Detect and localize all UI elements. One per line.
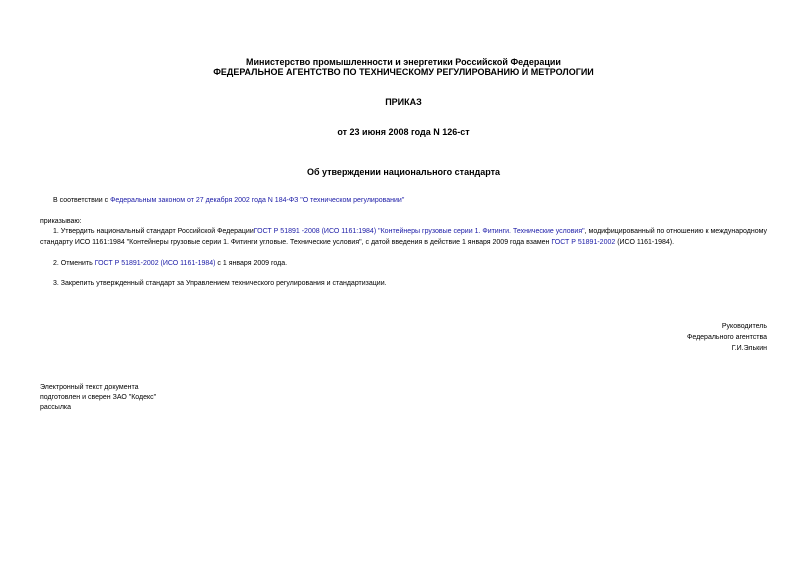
- signature-block: [687, 321, 767, 354]
- footer-note: [40, 383, 156, 413]
- gost-51891-2002-cancel-link[interactable]: ГОСТ Р 51891-2002 (ИСО 1161-1984): [94, 260, 216, 267]
- preamble-text: В соответствии с: [53, 197, 111, 204]
- agency-title: ФЕДЕРАЛЬНОЕ АГЕНТСТВО ПО ТЕХНИЧЕСКОМУ РЕГУЛИРОВАНИЮ И МЕТРОЛОГИИ: [213, 67, 594, 77]
- footer-line-1: Электронный текст документа: [40, 384, 139, 391]
- item-2-paragraph: [53, 259, 287, 269]
- signature-position: Руководитель: [721, 323, 767, 330]
- item-1-paragraph: [40, 227, 767, 248]
- document-subject: Об утверждении национального стандарта: [306, 167, 501, 177]
- signature-agency: Федерального агентства: [687, 334, 767, 341]
- item-1-middle: , модифицированный по отношению к международному стандарту ИСО 1161:1984 "Контейнеры грузовые серии 1. Фитинги угловые. Технические условия", с датой введения в действие 1 января 2009 года взамен: [40, 228, 767, 246]
- document-type: ПРИКАЗ: [385, 97, 422, 107]
- item-3-paragraph: 3. Закрепить утвержденный стандарт за Управлением технического регулирования и стандартизации.: [53, 280, 387, 287]
- footer-line-3: рассылка: [40, 404, 72, 411]
- item-1-prefix: 1. Утвердить национальный стандарт Российской Федерации: [53, 228, 254, 235]
- gost-51891-2008-link[interactable]: ГОСТ Р 51891 -2008 (ИСО 1161:1984) "Контейнеры грузовые серии 1. Фитинги. Технические условия": [253, 228, 585, 235]
- footer-line-2: подготовлен и сверен ЗАО "Кодекс": [40, 394, 157, 401]
- item-1-suffix: (ИСО 1161-1984).: [615, 238, 675, 246]
- ministry-title: Министерство промышленности и энергетики Российской Федерации: [246, 57, 561, 67]
- preamble-paragraph: [53, 196, 404, 206]
- document-date-number: от 23 июня 2008 года N 126-ст: [337, 127, 470, 137]
- signature-name: Г.И.Элькин: [731, 345, 767, 352]
- item-2-prefix: 2. Отменить: [53, 260, 95, 267]
- order-word: приказываю:: [40, 218, 82, 225]
- gost-51891-2002-link[interactable]: ГОСТ Р 51891-2002: [551, 238, 616, 246]
- federal-law-link[interactable]: Федеральным законом от 27 декабря 2002 года N 184-ФЗ "О техническом регулировании": [110, 197, 405, 204]
- item-2-suffix: с 1 января 2009 года.: [215, 260, 288, 267]
